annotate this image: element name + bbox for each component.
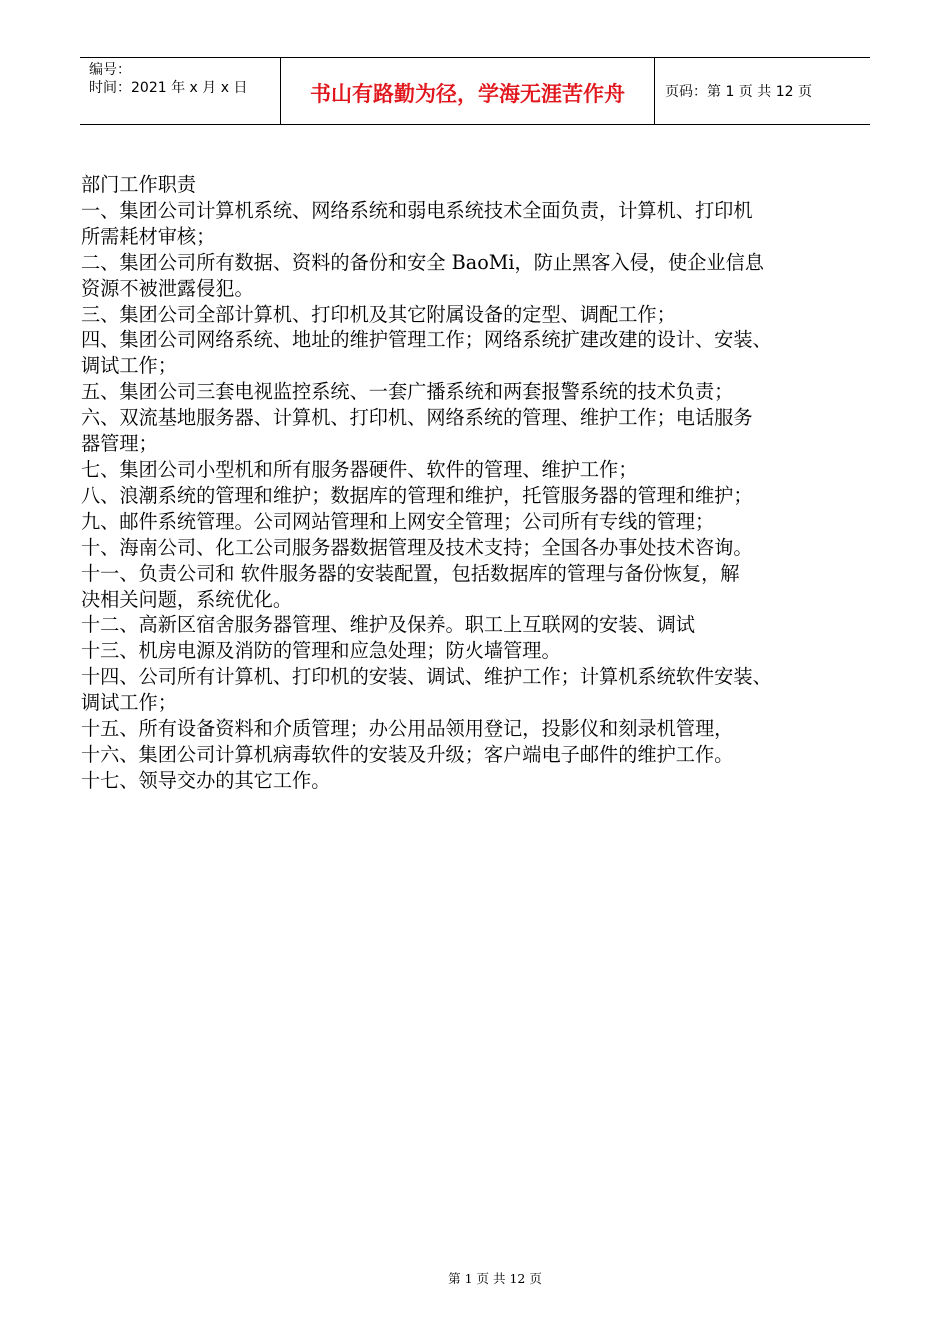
doc-line: 资源不被泄露侵犯。 <box>81 276 254 300</box>
doc-line: 决相关问题，系统优化。 <box>81 587 293 611</box>
page-footer <box>0 1269 950 1287</box>
doc-line: 四、集团公司网络系统、地址的维护管理工作；网络系统扩建改建的设计、安装、 <box>81 328 772 352</box>
doc-line: 三、集团公司全部计算机、打印机及其它附属设备的定型、调配工作； <box>81 302 676 326</box>
doc-line: 五、集团公司三套电视监控系统、一套广播系统和两套报警系统的技术负责； <box>81 380 734 404</box>
doc-line: 八、浪潮系统的管理和维护；数据库的管理和维护，托管服务器的管理和维护； <box>81 483 753 507</box>
footer-page-number: 第 1 页 共 12 页 <box>448 1271 542 1286</box>
document-body <box>81 172 886 794</box>
doc-line: 十七、领导交办的其它工作。 <box>81 768 331 792</box>
serial-number-label: 编号： <box>89 62 131 78</box>
doc-line: 调试工作； <box>81 354 177 378</box>
doc-line: 九、邮件系统管理。公司网站管理和上网安全管理；公司所有专线的管理； <box>81 509 715 533</box>
header-motto-cell <box>281 58 655 124</box>
doc-line: 二、集团公司所有数据、资料的备份和安全 BaoMi，防止黑客入侵，使企业信息 <box>81 250 764 274</box>
doc-line: 十二、高新区宿舍服务器管理、维护及保养。职工上互联网的安装、调试 <box>81 613 695 637</box>
header-motto: 书山有路勤为径，学海无涯苦作舟 <box>310 82 625 106</box>
doc-line: 所需耗材审核； <box>81 224 216 248</box>
header-page-info: 页码：第 1 页 共 12 页 <box>665 84 812 100</box>
doc-line: 十一、负责公司和 软件服务器的安装配置，包括数据库的管理与备份恢复，解 <box>81 561 740 585</box>
doc-line: 一、集团公司计算机系统、网络系统和弱电系统技术全面负责，计算机、打印机 <box>81 198 753 222</box>
doc-line: 六、双流基地服务器、计算机、打印机、网络系统的管理、维护工作；电话服务 <box>81 406 753 430</box>
doc-line: 十四、公司所有计算机、打印机的安装、调试、维护工作；计算机系统软件安装、 <box>81 665 772 689</box>
doc-title: 部门工作职责 <box>81 173 197 196</box>
doc-line: 七、集团公司小型机和所有服务器硬件、软件的管理、维护工作； <box>81 457 638 481</box>
doc-line: 十五、所有设备资料和介质管理；办公用品领用登记，投影仪和刻录机管理， <box>81 717 734 741</box>
doc-line: 器管理； <box>81 432 158 456</box>
header-table <box>80 57 870 125</box>
header-page-cell <box>655 58 870 124</box>
doc-line: 十、海南公司、化工公司服务器数据管理及技术支持；全国各办事处技术咨询。 <box>81 535 753 559</box>
header-meta-cell <box>80 58 281 124</box>
doc-line: 十六、集团公司计算机病毒软件的安装及升级；客户端电子邮件的维护工作。 <box>81 742 734 766</box>
date-label: 时间：2021 年 x 月 x 日 <box>89 80 248 96</box>
doc-line: 调试工作； <box>81 691 177 715</box>
doc-line: 十三、机房电源及消防的管理和应急处理；防火墙管理。 <box>81 639 561 663</box>
